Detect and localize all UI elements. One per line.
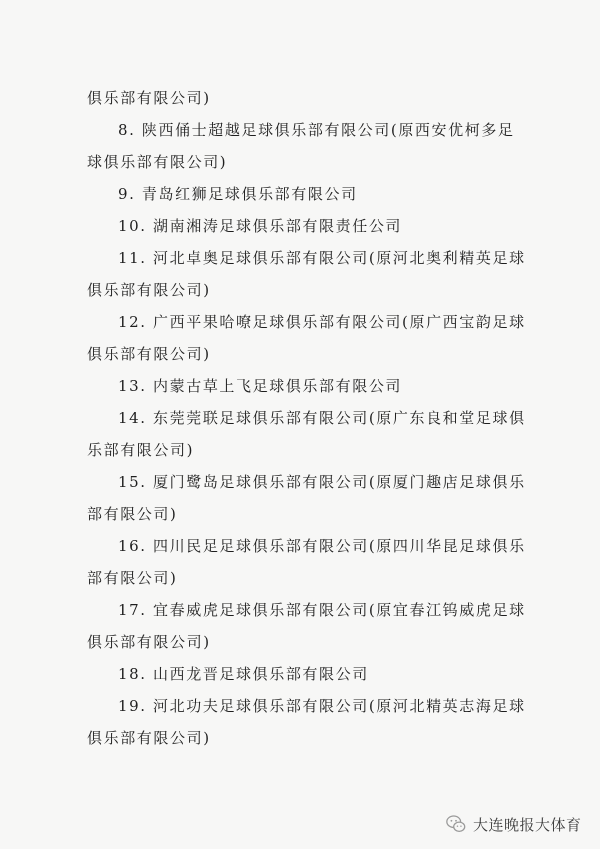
text-line: 14. 东莞莞联足球俱乐部有限公司(原广东良和堂足球俱 <box>118 409 526 427</box>
text-line: 11. 河北卓奥足球俱乐部有限公司(原河北奥利精英足球 <box>118 249 526 267</box>
text-line: 17. 宜春威虎足球俱乐部有限公司(原宜春江钨威虎足球 <box>118 601 526 619</box>
text-line: 15. 厦门鹭岛足球俱乐部有限公司(原厦门趣店足球俱乐 <box>118 473 526 491</box>
wechat-icon <box>445 813 467 835</box>
text-line: 俱乐部有限公司) <box>87 89 211 107</box>
text-line: 俱乐部有限公司) <box>87 345 211 363</box>
text-line: 乐部有限公司) <box>87 441 195 459</box>
text-line: 部有限公司) <box>87 505 178 523</box>
text-line: 8. 陕西俑士超越足球俱乐部有限公司(原西安优柯多足 <box>118 121 515 139</box>
text-line: 球俱乐部有限公司) <box>87 153 228 171</box>
text-line: 19. 河北功夫足球俱乐部有限公司(原河北精英志海足球 <box>118 697 526 715</box>
text-line: 俱乐部有限公司) <box>87 633 211 651</box>
text-line: 18. 山西龙晋足球俱乐部有限公司 <box>118 665 369 683</box>
text-line: 10. 湖南湘涛足球俱乐部有限责任公司 <box>118 217 403 235</box>
text-line: 俱乐部有限公司) <box>87 729 211 747</box>
text-line: 部有限公司) <box>87 569 178 587</box>
text-line: 16. 四川民足足球俱乐部有限公司(原四川华昆足球俱乐 <box>118 537 526 555</box>
text-line: 12. 广西平果哈嘹足球俱乐部有限公司(原广西宝韵足球 <box>118 313 526 331</box>
text-line: 9. 青岛红狮足球俱乐部有限公司 <box>118 185 358 203</box>
text-line: 俱乐部有限公司) <box>87 281 211 299</box>
watermark-text: 大连晚报大体育 <box>473 815 582 834</box>
watermark <box>445 811 582 837</box>
text-line: 13. 内蒙古草上飞足球俱乐部有限公司 <box>118 377 403 395</box>
